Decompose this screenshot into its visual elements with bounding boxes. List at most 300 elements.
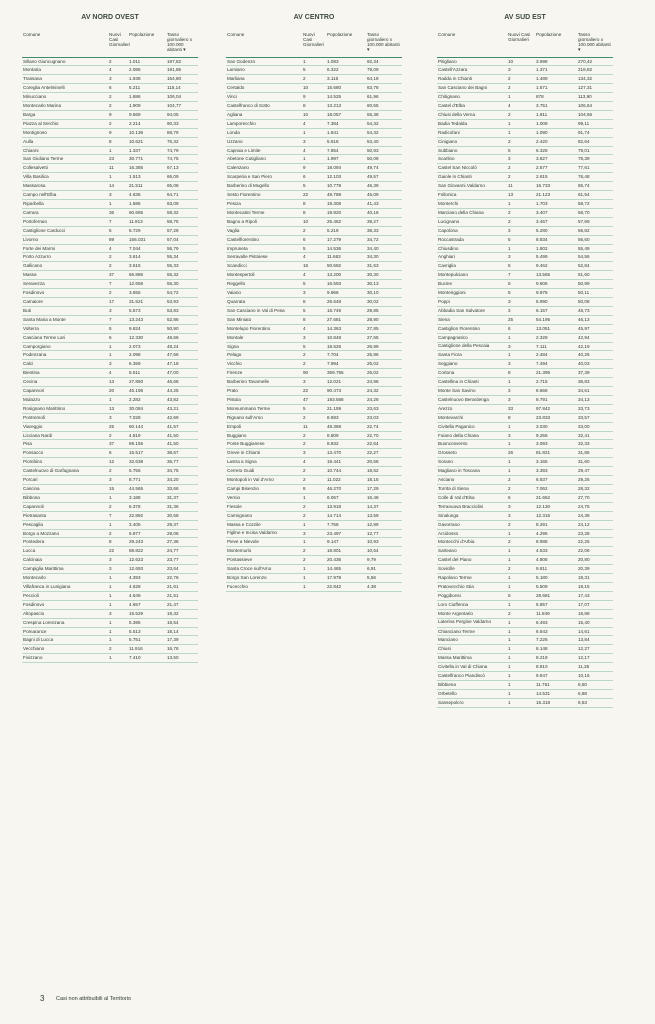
- cell-nuovi-casi: 2: [507, 476, 535, 485]
- table-row: [226, 208, 402, 217]
- cell-popolazione: 60.144: [128, 422, 166, 431]
- cell-tasso: 104,66: [577, 110, 613, 119]
- cell-nuovi-casi: 17: [108, 297, 128, 306]
- cell-popolazione: 9.147: [326, 538, 366, 547]
- cell-nuovi-casi: 2: [108, 467, 128, 476]
- cell-nuovi-casi: 8: [302, 102, 326, 111]
- cell-comune: Sinalunga: [437, 511, 507, 520]
- cell-comune: Chiusi: [437, 645, 507, 654]
- table-row: [22, 289, 198, 298]
- table-row: [226, 387, 402, 396]
- cell-tasso: 74,79: [166, 146, 198, 155]
- cell-popolazione: 7.384: [326, 119, 366, 128]
- cell-popolazione: 9.256: [535, 431, 577, 440]
- cell-popolazione: 21.123: [535, 191, 577, 200]
- cell-popolazione: 16.749: [326, 306, 366, 315]
- cell-popolazione: 1.371: [535, 66, 577, 75]
- cell-tasso: 21,51: [166, 591, 198, 600]
- cell-tasso: 18,62: [366, 467, 402, 476]
- cell-comune: Sesto Fiorentino: [226, 191, 302, 200]
- table-row: [437, 244, 613, 253]
- cell-popolazione: 31.521: [128, 297, 166, 306]
- cell-nuovi-casi: 1: [507, 458, 535, 467]
- table-row: [226, 511, 402, 520]
- cell-tasso: 10,93: [366, 538, 402, 547]
- cell-tasso: 46,39: [366, 182, 402, 191]
- cell-tasso: 49,57: [366, 173, 402, 182]
- cell-nuovi-casi: 1: [507, 556, 535, 565]
- cell-tasso: 48,24: [166, 342, 198, 351]
- cell-tasso: 99,11: [577, 119, 613, 128]
- cell-nuovi-casi: 2: [302, 360, 326, 369]
- header-nuovi-casi: Nuovi Casi Giornalieri: [302, 24, 326, 57]
- table-row: [437, 431, 613, 440]
- table-row: [437, 75, 613, 84]
- cell-tasso: 46,68: [166, 378, 198, 387]
- cell-popolazione: 50.592: [326, 262, 366, 271]
- cell-nuovi-casi: 1: [507, 200, 535, 209]
- cell-popolazione: 1.513: [128, 173, 166, 182]
- cell-popolazione: 11.849: [535, 609, 577, 618]
- cell-tasso: 34,13: [577, 395, 613, 404]
- cell-comune: Fucecchio: [226, 582, 302, 591]
- cell-nuovi-casi: 1: [507, 333, 535, 342]
- cell-tasso: 45,97: [577, 324, 613, 333]
- cell-popolazione: 81.821: [535, 449, 577, 458]
- cell-nuovi-casi: 89: [108, 235, 128, 244]
- cell-tasso: 74,75: [166, 155, 198, 164]
- table-row: [437, 556, 613, 565]
- cell-comune: Castiglion Fiorentino: [437, 324, 507, 333]
- table-row: [226, 280, 402, 289]
- cell-popolazione: 12.021: [326, 378, 366, 387]
- table-row: [226, 404, 402, 413]
- cell-comune: Capolona: [437, 226, 507, 235]
- cell-popolazione: 9.806: [535, 280, 577, 289]
- table-row: [22, 369, 198, 378]
- cell-nuovi-casi: 1: [507, 680, 535, 689]
- cell-comune: Vinci: [226, 93, 302, 102]
- cell-nuovi-casi: 5: [302, 280, 326, 289]
- cell-comune: Montale: [226, 333, 302, 342]
- cell-tasso: 42,69: [166, 413, 198, 422]
- cell-comune: Certaldo: [226, 84, 302, 93]
- cell-popolazione: 5.499: [535, 253, 577, 262]
- cell-popolazione: 10.136: [128, 128, 166, 137]
- cell-comune: Fiesole: [226, 502, 302, 511]
- cell-comune: Volterra: [22, 324, 108, 333]
- cell-nuovi-casi: 1: [108, 342, 128, 351]
- cell-popolazione: 27.850: [128, 378, 166, 387]
- cell-tasso: 10,64: [366, 547, 402, 556]
- cell-comune: Pelago: [226, 351, 302, 360]
- cell-tasso: 33,57: [577, 413, 613, 422]
- cell-nuovi-casi: 2: [302, 467, 326, 476]
- cell-tasso: 29,25: [577, 476, 613, 485]
- cell-tasso: 36,77: [166, 458, 198, 467]
- table-row: [437, 102, 613, 111]
- cell-comune: Castiglione Carducci: [22, 226, 108, 235]
- cell-tasso: 22,25: [577, 538, 613, 547]
- cell-comune: Pescaglia: [22, 520, 108, 529]
- cell-nuovi-casi: 2: [108, 93, 128, 102]
- table-row: [22, 253, 198, 262]
- cell-popolazione: 7.494: [535, 360, 577, 369]
- cell-comune: Montevarchi: [437, 413, 507, 422]
- cell-popolazione: 7.028: [128, 413, 166, 422]
- table-row: [22, 387, 198, 396]
- cell-nuovi-casi: 2: [507, 520, 535, 529]
- table-row: [22, 467, 198, 476]
- cell-popolazione: 3.698: [535, 57, 577, 66]
- cell-tasso: 16,78: [166, 645, 198, 654]
- table-row: [22, 645, 198, 654]
- cell-nuovi-casi: 2: [507, 110, 535, 119]
- cell-popolazione: 54.195: [535, 315, 577, 324]
- cell-comune: Barberino di Mugello: [226, 182, 302, 191]
- header-tasso[interactable]: [166, 24, 198, 57]
- sort-desc-icon: ▾: [578, 47, 581, 53]
- cell-comune: Capraia e Limite: [226, 146, 302, 155]
- cell-popolazione: 7.044: [128, 244, 166, 253]
- cell-tasso: 16,48: [366, 493, 402, 502]
- cell-nuovi-casi: 2: [302, 476, 326, 485]
- cell-popolazione: 6.322: [326, 66, 366, 75]
- cell-popolazione: 18.526: [326, 342, 366, 351]
- cell-nuovi-casi: 4: [302, 324, 326, 333]
- cell-tasso: 33,66: [166, 485, 198, 494]
- cell-nuovi-casi: 3: [507, 253, 535, 262]
- cell-popolazione: 20.436: [326, 556, 366, 565]
- cell-tasso: 54,32: [366, 128, 402, 137]
- cell-tasso: 19,31: [577, 574, 613, 583]
- cell-comune: Viareggio: [22, 422, 108, 431]
- table-row: [437, 547, 613, 556]
- cell-nuovi-casi: 1: [302, 538, 326, 547]
- cell-comune: Cascina: [22, 485, 108, 494]
- cell-tasso: 17,43: [577, 591, 613, 600]
- table-row: [22, 306, 198, 315]
- cell-nuovi-casi: 2: [507, 164, 535, 173]
- cell-tasso: 23,63: [366, 404, 402, 413]
- table-row: [437, 645, 613, 654]
- cell-nuovi-casi: 8: [108, 538, 128, 547]
- cell-comune: Monsummano Terme: [226, 404, 302, 413]
- cell-nuovi-casi: 1: [108, 600, 128, 609]
- cell-tasso: 27,70: [577, 493, 613, 502]
- cell-tasso: 24,36: [577, 511, 613, 520]
- cell-tasso: 66,09: [166, 173, 198, 182]
- cell-popolazione: 3.751: [535, 102, 577, 111]
- cell-popolazione: 27.681: [326, 315, 366, 324]
- cell-popolazione: 1.909: [128, 102, 166, 111]
- cell-comune: Follonica: [437, 191, 507, 200]
- cell-popolazione: 10.621: [128, 137, 166, 146]
- cell-popolazione: 6.493: [535, 618, 577, 627]
- cell-comune: Campagnatico: [437, 333, 507, 342]
- cell-popolazione: 14.465: [326, 565, 366, 574]
- cell-nuovi-casi: 3: [507, 511, 535, 520]
- table-row: [226, 351, 402, 360]
- cell-tasso: 34,30: [366, 253, 402, 262]
- cell-popolazione: 14.531: [535, 689, 577, 698]
- table-row: [437, 173, 613, 182]
- cell-comune: Pescia: [226, 200, 302, 209]
- cell-comune: Civitella Paganico: [437, 422, 507, 431]
- table-row: [437, 574, 613, 583]
- cell-popolazione: 2.085: [128, 66, 166, 75]
- cell-tasso: 17,39: [166, 636, 198, 645]
- cell-comune: Massarosa: [22, 182, 108, 191]
- cell-tasso: 20,80: [577, 556, 613, 565]
- table-row: [437, 458, 613, 467]
- cell-nuovi-casi: 1: [108, 654, 128, 663]
- cell-comune: Foiano della Chiana: [437, 431, 507, 440]
- cell-comune: Castelnuovo Berardenga: [437, 395, 507, 404]
- cell-nuovi-casi: 4: [108, 369, 128, 378]
- cell-comune: Serravalle Pistoiese: [226, 253, 302, 262]
- cell-popolazione: 3.188: [128, 493, 166, 502]
- cell-comune: Massa: [22, 271, 108, 280]
- table-row: [437, 449, 613, 458]
- cell-nuovi-casi: 13: [108, 404, 128, 413]
- cell-nuovi-casi: 11: [108, 164, 128, 173]
- cell-nuovi-casi: 15: [108, 485, 128, 494]
- cell-tasso: 14,61: [577, 627, 613, 636]
- cell-comune: Cavriglia: [437, 262, 507, 271]
- cell-comune: Castel del Piano: [437, 556, 507, 565]
- cell-comune: Anghiari: [437, 253, 507, 262]
- cell-popolazione: 1.911: [535, 110, 577, 119]
- cell-popolazione: 21.662: [535, 493, 577, 502]
- cell-comune: Subbiano: [437, 146, 507, 155]
- cell-nuovi-casi: 12: [108, 458, 128, 467]
- cell-popolazione: 45.196: [128, 387, 166, 396]
- cell-nuovi-casi: 1: [507, 422, 535, 431]
- cell-popolazione: 7.758: [326, 520, 366, 529]
- cell-tasso: 24,77: [166, 547, 198, 556]
- cell-nuovi-casi: 6: [108, 449, 128, 458]
- table-row: [437, 493, 613, 502]
- cell-popolazione: 15.680: [326, 84, 366, 93]
- cell-tasso: 54,72: [166, 289, 198, 298]
- cell-tasso: 50,08: [366, 155, 402, 164]
- cell-tasso: 28,90: [366, 315, 402, 324]
- cell-nuovi-casi: 1: [108, 395, 128, 404]
- table-row: [437, 440, 613, 449]
- cell-nuovi-casi: 1: [108, 574, 128, 583]
- cell-nuovi-casi: 8: [302, 297, 326, 306]
- cell-popolazione: 9.462: [535, 262, 577, 271]
- cell-nuovi-casi: 6: [108, 333, 128, 342]
- cell-tasso: 17,07: [577, 600, 613, 609]
- cell-tasso: 24,75: [577, 502, 613, 511]
- cell-nuovi-casi: 2: [302, 556, 326, 565]
- table-row: [226, 306, 402, 315]
- cell-nuovi-casi: 16: [302, 262, 326, 271]
- cell-nuovi-casi: 7: [507, 271, 535, 280]
- cell-tasso: 26,99: [366, 342, 402, 351]
- cell-comune: Massa e Cozzile: [226, 520, 302, 529]
- cell-tasso: 32,33: [577, 440, 613, 449]
- cell-tasso: 61,96: [366, 93, 402, 102]
- cell-comune: Pitigliano: [437, 57, 507, 66]
- cell-nuovi-casi: 3: [108, 75, 128, 84]
- cell-popolazione: 18.094: [326, 164, 366, 173]
- cell-tasso: 21,47: [166, 600, 198, 609]
- cell-nuovi-casi: 4: [302, 253, 326, 262]
- cell-nuovi-casi: 1: [507, 672, 535, 681]
- cell-comune: Borgo a Mozzano: [22, 529, 108, 538]
- cell-comune: Capannoli: [22, 502, 108, 511]
- cell-comune: Roccastrada: [437, 235, 507, 244]
- table-row: [437, 280, 613, 289]
- cell-nuovi-casi: 3: [302, 378, 326, 387]
- cell-popolazione: 10.848: [326, 333, 366, 342]
- table-row: [437, 333, 613, 342]
- table-row: [226, 574, 402, 583]
- cell-comune: Laterina Pergine Valdarno: [437, 618, 507, 627]
- cell-comune: Pisa: [22, 440, 108, 449]
- table-row: [22, 627, 198, 636]
- cell-tasso: 47,66: [166, 351, 198, 360]
- cell-nuovi-casi: 13: [108, 378, 128, 387]
- cell-tasso: 6,91: [366, 565, 402, 574]
- cell-comune: Torrita di Siena: [437, 485, 507, 494]
- cell-tasso: 34,61: [577, 387, 613, 396]
- cell-tasso: 54,32: [366, 119, 402, 128]
- cell-popolazione: 60.685: [128, 208, 166, 217]
- cell-nuovi-casi: 47: [302, 395, 326, 404]
- cell-nuovi-casi: 3: [108, 476, 128, 485]
- cell-popolazione: 8.771: [128, 476, 166, 485]
- cell-popolazione: 3.655: [128, 289, 166, 298]
- table-row: [226, 493, 402, 502]
- cell-popolazione: 359.755: [326, 369, 366, 378]
- cell-tasso: 58,75: [166, 217, 198, 226]
- table-row: [22, 422, 198, 431]
- cell-tasso: 37,39: [577, 369, 613, 378]
- cell-comune: Capannori: [22, 387, 108, 396]
- cell-comune: Campo nell'Elba: [22, 191, 108, 200]
- cell-popolazione: 3.030: [535, 422, 577, 431]
- cell-nuovi-casi: 1: [507, 351, 535, 360]
- table-row: [226, 200, 402, 209]
- cell-comune: Licciana Nardi: [22, 431, 108, 440]
- cell-comune: Cerreto Guidi: [226, 467, 302, 476]
- cell-comune: San Casciano in Val di Pesa: [226, 306, 302, 315]
- cell-nuovi-casi: 3: [507, 66, 535, 75]
- cell-tasso: 57,04: [166, 235, 198, 244]
- cell-popolazione: 11.916: [128, 645, 166, 654]
- cell-tasso: 134,32: [577, 75, 613, 84]
- cell-comune: Bibbiena: [437, 680, 507, 689]
- cell-nuovi-casi: 3: [507, 395, 535, 404]
- table-row: [22, 351, 198, 360]
- cell-comune: Buti: [22, 306, 108, 315]
- cell-comune: Montepulciano: [437, 271, 507, 280]
- cell-popolazione: 4.533: [535, 547, 577, 556]
- cell-tasso: 43,82: [166, 395, 198, 404]
- cell-tasso: 13,84: [577, 636, 613, 645]
- cell-popolazione: 5.751: [128, 636, 166, 645]
- cell-comune: Colle di Val d'Elsa: [437, 493, 507, 502]
- cell-comune: Arezzo: [437, 404, 507, 413]
- cell-comune: Abetone Cutigliano: [226, 155, 302, 164]
- cell-tasso: 31,60: [577, 458, 613, 467]
- cell-popolazione: 1.337: [128, 146, 166, 155]
- cell-tasso: 197,82: [166, 57, 198, 66]
- cell-popolazione: 2.577: [535, 164, 577, 173]
- cell-tasso: 55,38: [366, 110, 402, 119]
- cell-popolazione: 8.791: [535, 395, 577, 404]
- table-row: [22, 556, 198, 565]
- cell-tasso: 51,60: [577, 271, 613, 280]
- cell-nuovi-casi: 3: [108, 306, 128, 315]
- cell-popolazione: 89.155: [128, 440, 166, 449]
- table-row: [226, 66, 402, 75]
- cell-comune: Loro Ciuffenna: [437, 600, 507, 609]
- cell-tasso: 94,05: [166, 110, 198, 119]
- cell-popolazione: 29.243: [128, 538, 166, 547]
- cell-popolazione: 4.393: [128, 574, 166, 583]
- cell-tasso: 9,79: [366, 556, 402, 565]
- table-row: [226, 440, 402, 449]
- cell-nuovi-casi: 2: [108, 431, 128, 440]
- table-row: [437, 565, 613, 574]
- cell-popolazione: 8.810: [535, 663, 577, 672]
- cell-comune: Bibbona: [22, 493, 108, 502]
- cell-tasso: 53,83: [166, 306, 198, 315]
- header-tasso[interactable]: [577, 24, 613, 57]
- cell-tasso: 92,34: [366, 57, 402, 66]
- cell-popolazione: 19.441: [326, 458, 366, 467]
- cell-nuovi-casi: 8: [507, 369, 535, 378]
- cell-popolazione: 8.291: [535, 520, 577, 529]
- cell-popolazione: 11.913: [128, 217, 166, 226]
- header-tasso[interactable]: [366, 24, 402, 57]
- table-row: [437, 600, 613, 609]
- cell-tasso: 104,77: [166, 102, 198, 111]
- cell-nuovi-casi: 1: [507, 654, 535, 663]
- column-sud-est: [437, 12, 613, 708]
- cell-nuovi-casi: 3: [507, 360, 535, 369]
- cell-nuovi-casi: 5: [302, 66, 326, 75]
- cell-comune: Badia Tedalda: [437, 119, 507, 128]
- cell-tasso: 24,32: [366, 387, 402, 396]
- cell-popolazione: 12.315: [535, 511, 577, 520]
- cell-popolazione: 2.715: [535, 378, 577, 387]
- cell-popolazione: 2.098: [128, 351, 166, 360]
- cases-table: [226, 24, 402, 592]
- cell-popolazione: 6.877: [128, 529, 166, 538]
- cell-tasso: 54,56: [577, 253, 613, 262]
- table-row: [226, 395, 402, 404]
- table-row: [437, 208, 613, 217]
- cell-comune: Lamporecchio: [226, 119, 302, 128]
- header-comune: Comune: [22, 24, 108, 57]
- cell-popolazione: 4.295: [535, 529, 577, 538]
- cell-popolazione: 6.378: [128, 502, 166, 511]
- cell-nuovi-casi: 7: [108, 511, 128, 520]
- cell-tasso: 22,74: [366, 422, 402, 431]
- cell-tasso: 30,13: [366, 280, 402, 289]
- cell-tasso: 23,28: [577, 529, 613, 538]
- header-tasso-label: Tasso giornaliero x 100.000 abitanti: [578, 32, 611, 47]
- cell-comune: Castel d'Elba: [437, 102, 507, 111]
- cell-tasso: 24,28: [366, 395, 402, 404]
- cell-nuovi-casi: 1: [507, 574, 535, 583]
